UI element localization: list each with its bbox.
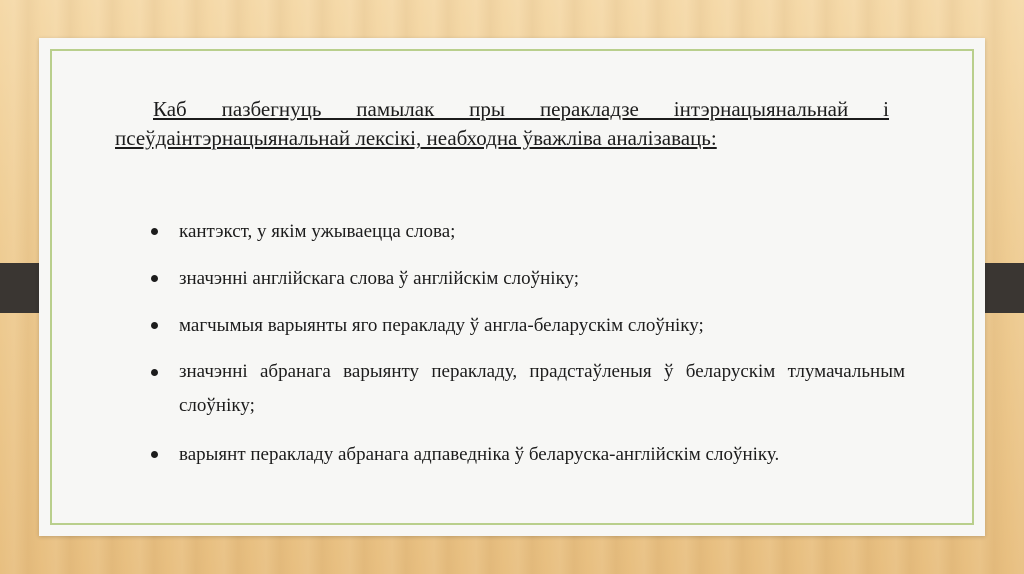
slide-card	[39, 38, 985, 536]
list-item	[139, 261, 905, 297]
bullet-text: магчымыя варыянты яго перакладу ў англа-беларускім слоўніку;	[179, 315, 704, 336]
bullet-dot-icon	[151, 228, 158, 235]
bullet-dot-icon	[151, 451, 158, 458]
bullet-dot-icon	[151, 322, 158, 329]
list-item	[139, 214, 905, 250]
bullet-text: значэнні англійскага слова ў англійскім слоўніку;	[179, 268, 580, 289]
list-item	[139, 437, 905, 473]
bullet-text: значэнні абранага варыянту перакладу, прадстаўленыя ў беларускім тлумачальным слоўніку;	[179, 361, 905, 416]
bullet-text: варыянт перакладу абранага адпаведніка ў беларуска-англійскім слоўніку.	[179, 444, 780, 465]
bullet-dot-icon	[151, 369, 158, 376]
bullet-text: кантэкст, у якім ужываецца слова;	[179, 221, 456, 242]
list-item	[139, 308, 905, 344]
bullet-dot-icon	[151, 275, 158, 282]
list-item	[139, 355, 905, 423]
bullet-list	[139, 214, 905, 484]
intro-paragraph: Каб пазбегнуць памылак пры перакладзе інтэрнацыянальнай і псеўдаінтэрнацыянальнай лексікі, неабходна ўважліва аналізаваць:	[115, 97, 889, 150]
